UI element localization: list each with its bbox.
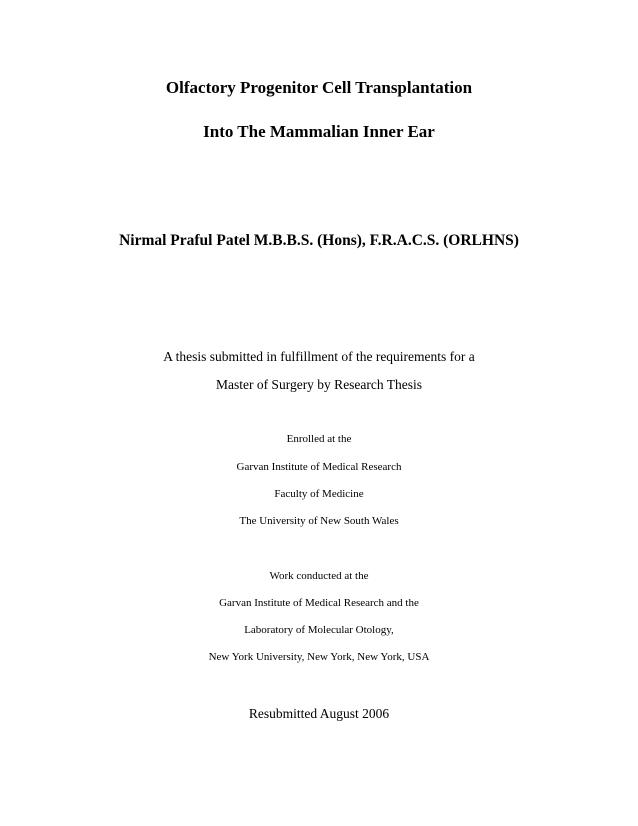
enrolled-heading: Enrolled at the: [286, 433, 352, 445]
work-heading: Work conducted at the: [269, 570, 369, 582]
enrolled-university: The University of New South Wales: [239, 515, 399, 527]
submission-line-1: A thesis submitted in fulfillment of the requirements for a: [163, 349, 475, 364]
title-line-2: Into The Mammalian Inner Ear: [203, 122, 435, 141]
title-line-1: Olfactory Progenitor Cell Transplantation: [165, 78, 473, 97]
work-location: New York University, New York, New York, USA: [208, 651, 430, 663]
submission-line-2: Master of Surgery by Research Thesis: [215, 377, 423, 392]
enrolled-faculty: Faculty of Medicine: [274, 488, 364, 500]
work-laboratory: Laboratory of Molecular Otology,: [244, 624, 394, 636]
work-institute: Garvan Institute of Medical Research and the: [219, 597, 419, 609]
submission-date: Resubmitted August 2006: [248, 706, 390, 721]
author-line: Nirmal Praful Patel M.B.B.S. (Hons), F.R.A.C.S. (ORLHNS): [119, 232, 519, 249]
enrolled-institute: Garvan Institute of Medical Research: [236, 461, 402, 473]
